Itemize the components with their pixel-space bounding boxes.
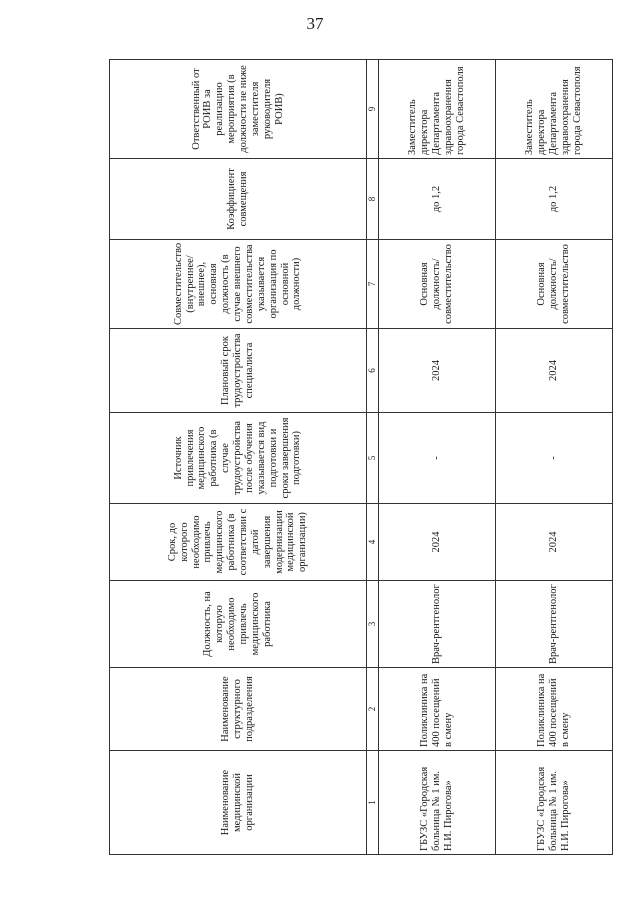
column-number: 3 [367,581,379,668]
responsible-cell: Заместитель директора Департамента здравоохранения города Севастополя [496,60,613,159]
header-cell: Наименование медицинской организации [110,751,367,855]
unit-cell: Поликлиника на 400 посещений в смену [496,668,613,751]
rotated-table-wrapper [109,60,607,855]
header-cell: Наименование структурного подразделения [110,668,367,751]
column-number: 8 [367,159,379,240]
column-number: 4 [367,504,379,581]
header-cell: Совместительство (внутреннее/внешнее), основная должность (в случае внешнего совместительства указывается организация по основной должности) [110,240,367,329]
planned-date-cell: 2024 [379,329,496,413]
column-number: 7 [367,240,379,329]
header-cell: Ответственный от РОИВ за реализацию мероприятия (в должности не ниже заместителя руководителя РОИВ) [110,60,367,159]
page-number: 37 [306,14,324,33]
coefficient-cell: до 1,2 [379,159,496,240]
header-cell: Срок, до которого необходимо привлечь медицинского работника (в соответствии с датой завершения модернизации медицинской организации) [110,504,367,581]
responsible-cell: Заместитель директора Департамента здравоохранения города Севастополя [379,60,496,159]
unit-cell: Поликлиника на 400 посещений в смену [379,668,496,751]
column-number: 5 [367,413,379,504]
deadline-cell: 2024 [379,504,496,581]
column-number-row [367,60,379,855]
organization-cell: ГБУЗС «Городская больница № 1 им. Н.И. Пирогова» [496,751,613,855]
table-row [496,60,613,855]
position-cell: Врач-рентгенолог [379,581,496,668]
position-cell: Врач-рентгенолог [496,581,613,668]
header-cell: Источник привлечения медицинского работника (в случае трудоустройства после обучения указывается вид подготовки и сроки завершения подготовки) [110,413,367,504]
combination-cell: Основная должность/ совместительство [496,240,613,329]
planned-date-cell: 2024 [496,329,613,413]
header-cell: Должность, на которую необходимо привлечь медицинского работника [110,581,367,668]
table-row [379,60,496,855]
source-cell: - [379,413,496,504]
column-number: 1 [367,751,379,855]
staffing-table [109,59,613,855]
header-cell: Коэффициент совмещения [110,159,367,240]
organization-cell: ГБУЗС «Городская больница № 1 им. Н.И. Пирогова» [379,751,496,855]
column-number: 9 [367,60,379,159]
coefficient-cell: до 1,2 [496,159,613,240]
column-number: 6 [367,329,379,413]
source-cell: - [496,413,613,504]
header-row [110,60,367,855]
deadline-cell: 2024 [496,504,613,581]
column-number: 2 [367,668,379,751]
combination-cell: Основная должность/ совместительство [379,240,496,329]
header-cell: Плановый срок трудоустройства специалиста [110,329,367,413]
